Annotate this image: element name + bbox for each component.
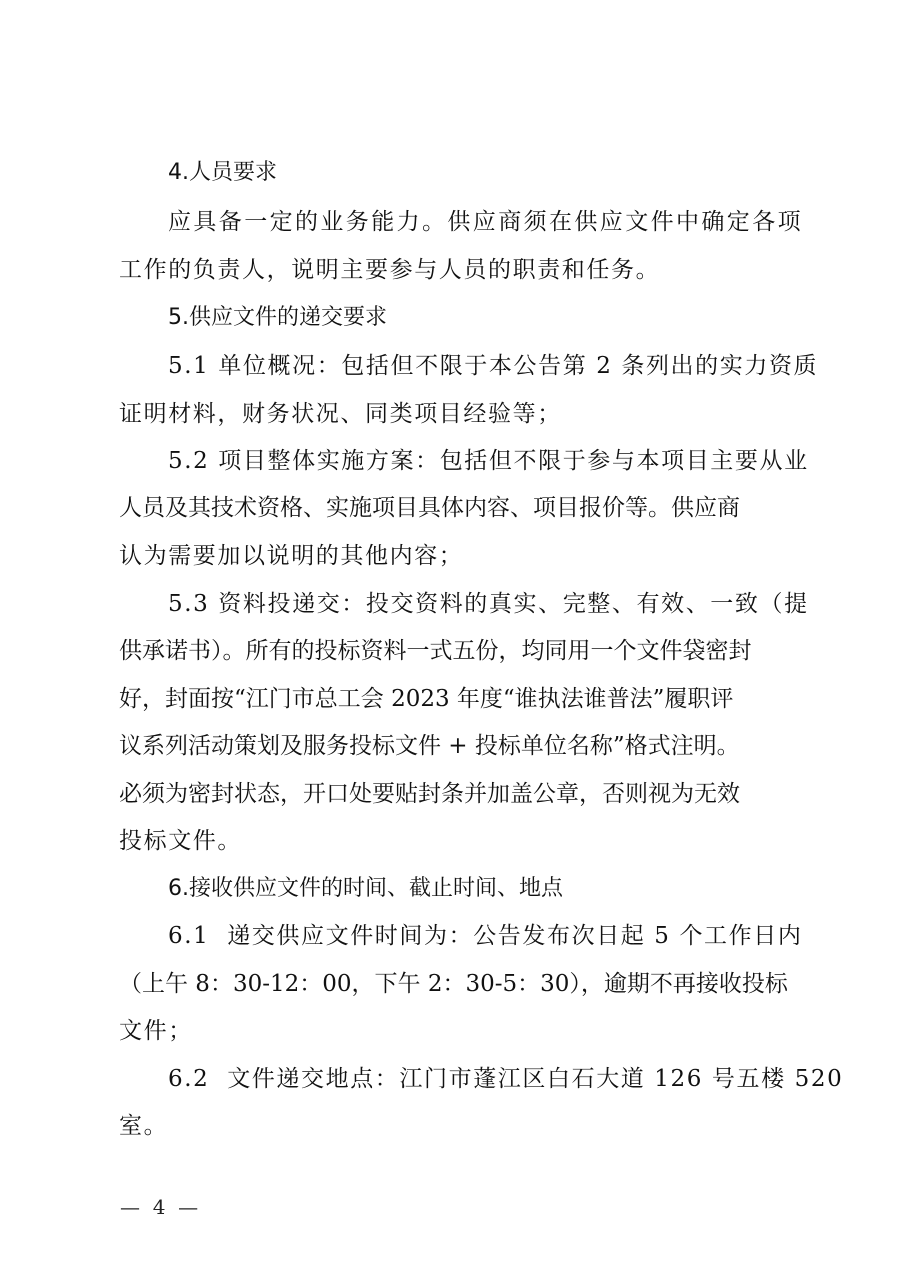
paragraph-line: 室。 xyxy=(119,1113,169,1139)
paragraph-line: 好，封面按“江门市总工会 2023 年度“谁执法谁普法”履职评 xyxy=(119,686,734,712)
paragraph-line: 工作的负责人，说明主要参与人员的职责和任务。 xyxy=(119,257,661,283)
page-number: — 4 — xyxy=(120,1195,199,1219)
paragraph-line: 5.3 资料投递交：投交资料的真实、完整、有效、一致（提 xyxy=(168,591,809,617)
paragraph-line: 5.2 项目整体实施方案：包括但不限于参与本项目主要从业 xyxy=(168,448,809,474)
paragraph-line: 供承诺书）。所有的投标资料一式五份，均同用一个文件袋密封 xyxy=(119,638,752,664)
paragraph-line: （上午 8：30-12：00，下午 2：30-5：30），逾期不再接收投标 xyxy=(119,971,788,997)
paragraph-line: 必须为密封状态，开口处要贴封条并加盖公章，否则视为无效 xyxy=(119,781,740,807)
section-heading-5: 5.供应文件的递交要求 xyxy=(168,305,387,330)
paragraph-line: 5.1 单位概况：包括但不限于本公告第 2 条列出的实力资质 xyxy=(168,353,819,379)
paragraph-line: 6.2 文件递交地点：江门市蓬江区白石大道 126 号五楼 520 xyxy=(168,1066,844,1092)
paragraph-line: 6.1 递交供应文件时间为：公告发布次日起 5 个工作日内 xyxy=(168,923,803,949)
paragraph-line: 人员及其技术资格、实施项目具体内容、项目报价等。供应商 xyxy=(119,495,740,521)
section-heading-6: 6.接收供应文件的时间、截止时间、地点 xyxy=(168,876,563,901)
paragraph-line: 证明材料，财务状况、同类项目经验等； xyxy=(119,401,562,427)
paragraph-line: 认为需要加以说明的其他内容； xyxy=(119,543,464,569)
paragraph-line: 文件； xyxy=(119,1018,193,1044)
section-heading-4: 4.人员要求 xyxy=(168,160,277,185)
paragraph-line: 投标文件。 xyxy=(119,828,242,854)
paragraph-line: 议系列活动策划及服务投标文件 + 投标单位名称”格式注明。 xyxy=(119,733,740,759)
paragraph-line: 应具备一定的业务能力。供应商须在供应文件中确定各项 xyxy=(168,209,803,235)
